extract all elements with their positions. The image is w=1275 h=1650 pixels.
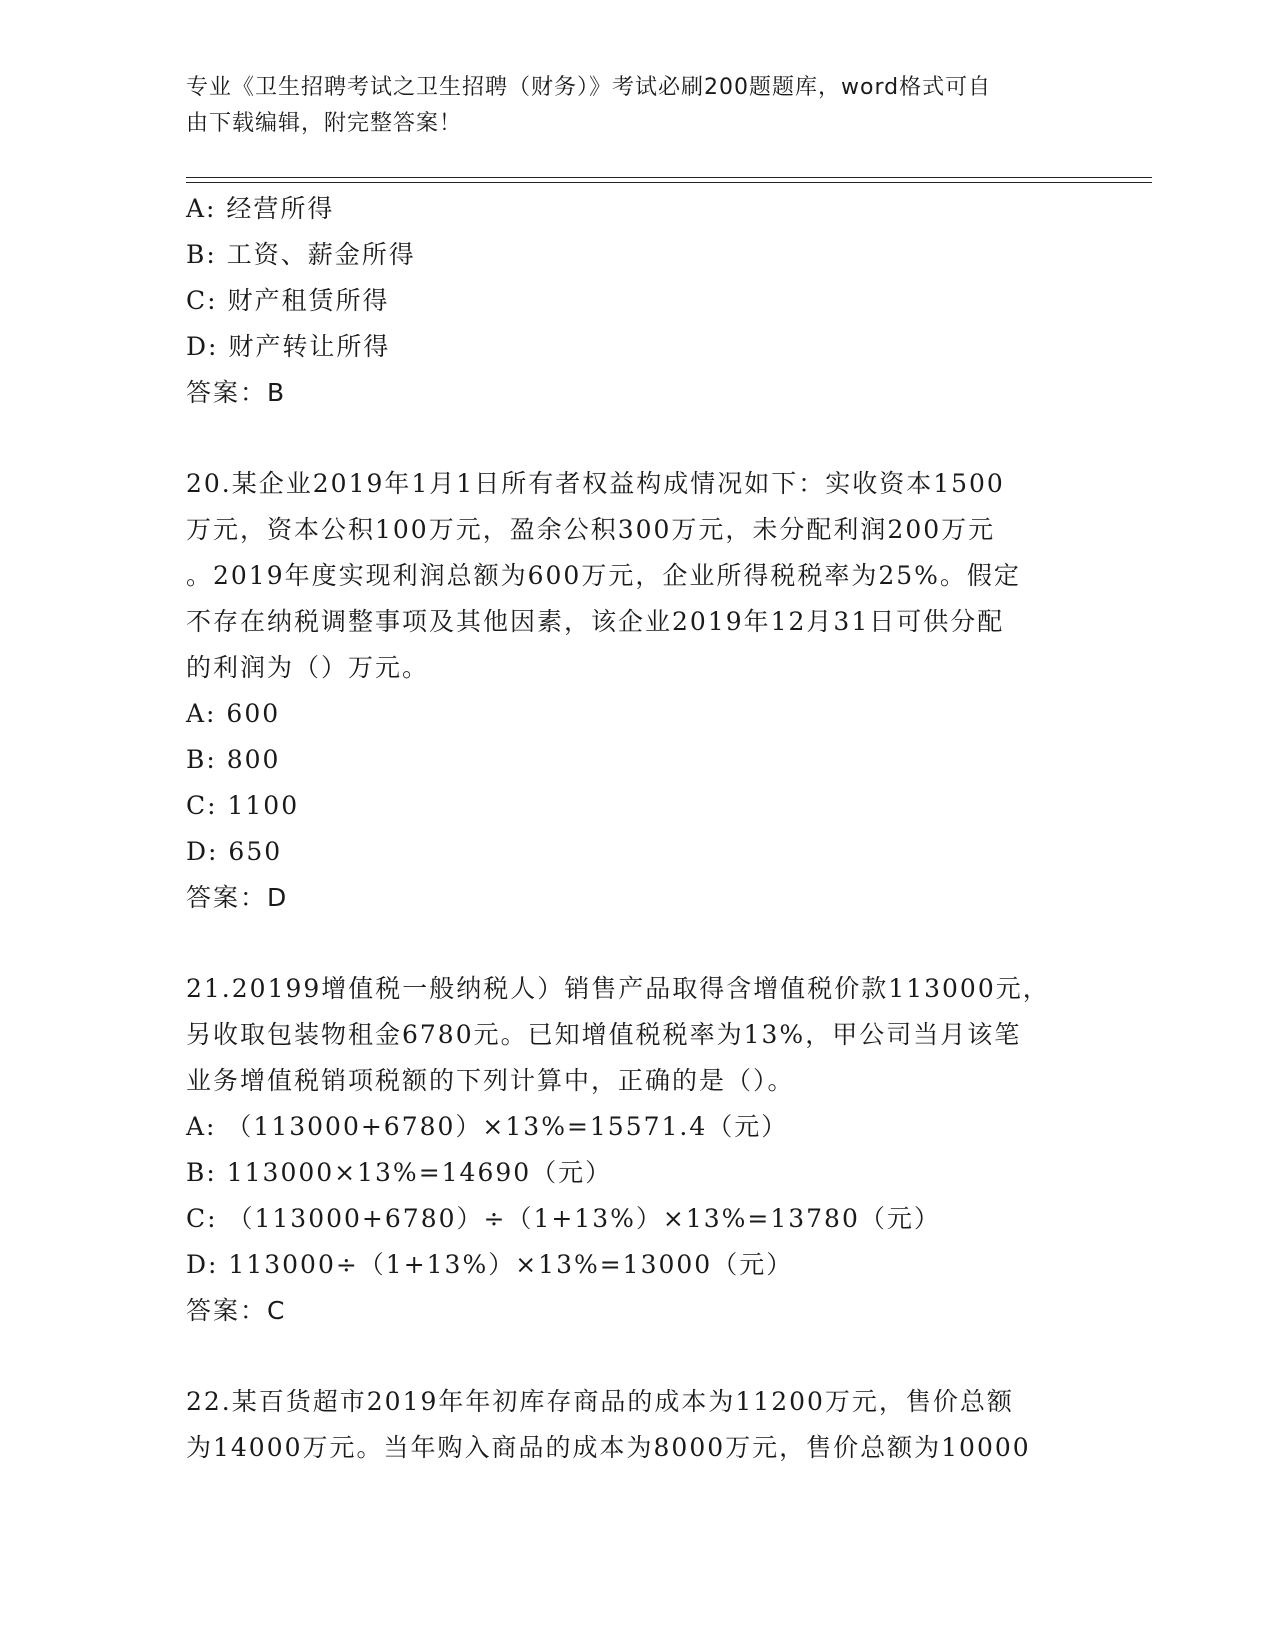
document-header [186,70,1066,142]
spacer [186,416,1086,461]
question-21 [186,966,1086,1334]
question-text-line: 业务增值税销项税额的下列计算中，正确的是（）。 [186,1066,795,1095]
answer: 答案：B [186,378,287,407]
option-d: D: 财产转让所得 [186,332,391,361]
answer: 答案：C [186,1296,287,1325]
question-text-line: 20.某企业2019年1月1日所有者权益构成情况如下：实收资本1500 [186,469,1005,498]
option-a: A: 600 [186,699,281,728]
option-b: B: 800 [186,745,281,774]
header-divider-top [186,177,1152,178]
question-text-line: 的利润为（）万元。 [186,653,430,682]
question-text-line: 。2019年度实现利润总额为600万元，企业所得税税率为25%。假定 [186,561,1021,590]
option-d: D: 650 [186,837,283,866]
question-text-line: 21.20199增值税一般纳税人）销售产品取得含增值税价款113000元， [186,974,1050,1003]
option-a: A: 经营所得 [186,194,335,223]
question-19 [186,186,1086,416]
spacer [186,1334,1086,1379]
option-c: C: 财产租赁所得 [186,286,390,315]
option-b: B: 113000×13%=14690（元） [186,1158,613,1187]
question-text-line: 为14000万元。当年购入商品的成本为8000万元，售价总额为10000 [186,1433,1031,1462]
option-d: D: 113000÷（1+13%）×13%=13000（元） [186,1250,794,1279]
question-text-line: 不存在纳税调整事项及其他因素，该企业2019年12月31日可供分配 [186,607,1005,636]
answer: 答案：D [186,883,289,912]
spacer [186,921,1086,966]
question-text-line: 万元，资本公积100万元，盈余公积300万元，未分配利润200万元 [186,515,996,544]
option-b: B: 工资、薪金所得 [186,240,416,269]
option-a: A: （113000+6780）×13%=15571.4（元） [186,1112,789,1141]
document-body [186,186,1086,1471]
question-text-line: 另收取包装物租金6780元。已知增值税税率为13%，甲公司当月该笔 [186,1020,1022,1049]
question-22 [186,1379,1086,1471]
option-c: C: 1100 [186,791,300,820]
question-20 [186,461,1086,921]
header-line-1: 专业《卫生招聘考试之卫生招聘（财务）》考试必刷200题题库，word格式可自 [186,75,992,100]
header-divider-bottom [186,182,1152,183]
option-c: C: （113000+6780）÷（1+13%）×13%=13780（元） [186,1204,941,1233]
question-text-line: 22.某百货超市2019年年初库存商品的成本为11200万元，售价总额 [186,1387,1014,1416]
header-line-2: 由下载编辑，附完整答案！ [186,111,463,136]
